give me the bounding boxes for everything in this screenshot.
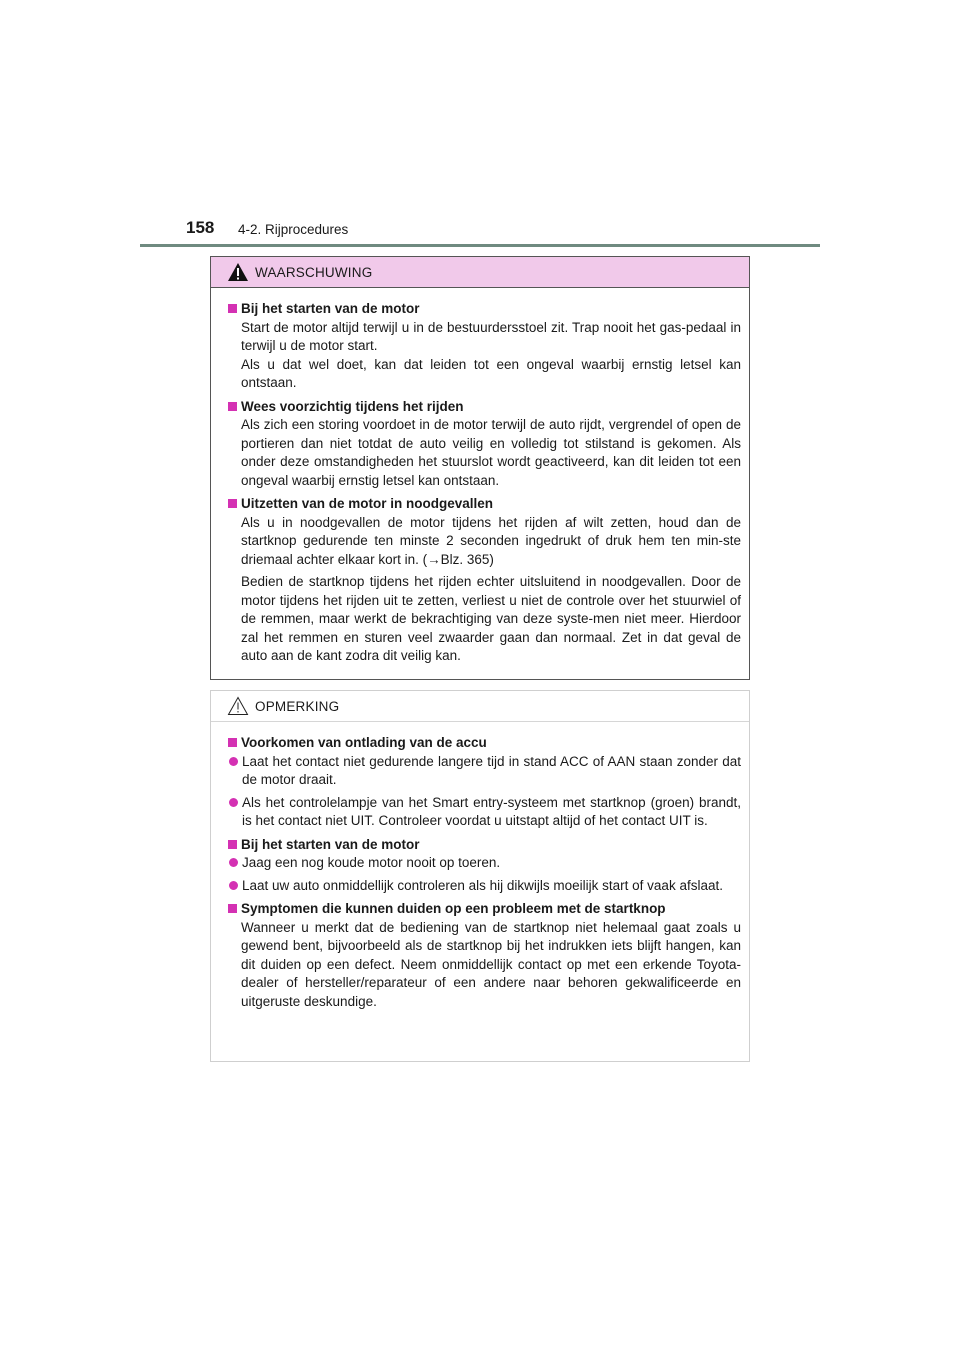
paragraph: Start de motor altijd terwijl u in de bestuurdersstoel zit. Trap nooit het gas-pedaal in terwijl u de motor start. bbox=[241, 319, 741, 353]
warning-item bbox=[228, 495, 741, 666]
round-bullet-icon bbox=[229, 757, 238, 766]
note-item bbox=[228, 734, 741, 831]
paragraph: Als zich een storing voordoet in de motor terwijl de auto rijdt, vergrendel of open de portieren dan niet totdat de auto veilig en volledig tot stilstand is gekomen. Als onder deze omstandigheden het stuurslot wordt geactiveerd, kan dit leiden tot een ongeval waarbij ernstig letsel kan ontstaan. bbox=[241, 417, 741, 488]
page-header bbox=[186, 216, 820, 244]
note-box bbox=[210, 690, 750, 1062]
warning-triangle-outline-icon bbox=[227, 696, 249, 716]
square-bullet-icon bbox=[228, 738, 237, 747]
paragraph: Wanneer u merkt dat de bediening van de startknop niet helemaal gaat zoals u gewend bent, bijvoorbeeld als de startknop bij het indrukken iets blijft hangen, kan dit duiden op een defect. Neem onmiddellijk contact op met een erkende Toyota-dealer of hersteller/reparateur of een andere naar behoren gekwalificeerde en uitgeruste deskundige. bbox=[241, 919, 741, 1009]
header-rule bbox=[140, 244, 820, 247]
note-item-heading: Symptomen die kunnen duiden op een probleem met de startknop bbox=[228, 900, 741, 919]
note-title: OPMERKING bbox=[255, 699, 340, 714]
note-body bbox=[211, 722, 749, 1011]
round-bullet-icon bbox=[229, 798, 238, 807]
square-bullet-icon bbox=[228, 499, 237, 508]
warning-triangle-filled-icon bbox=[227, 262, 249, 282]
square-bullet-icon bbox=[228, 904, 237, 913]
warning-item bbox=[228, 300, 741, 393]
round-bullet-icon bbox=[229, 858, 238, 867]
warning-body bbox=[211, 288, 749, 666]
warning-item bbox=[228, 398, 741, 491]
paragraph: Als u dat wel doet, kan dat leiden tot een ongeval waarbij ernstig letsel kan ontstaan. bbox=[241, 356, 741, 390]
list-item: Laat het contact niet gedurende langere tijd in stand ACC of AAN staan zonder dat de motor draait. bbox=[228, 753, 741, 790]
square-bullet-icon bbox=[228, 304, 237, 313]
warning-item-heading: Bij het starten van de motor bbox=[228, 300, 741, 319]
list-item: Jaag een nog koude motor nooit op toeren. bbox=[228, 854, 741, 873]
warning-header bbox=[211, 257, 749, 288]
list-item: Als het controlelampje van het Smart entry-systeem met startknop (groen) brandt, is het contact niet UIT. Controleer voordat u uitstapt altijd of het contact UIT is. bbox=[228, 794, 741, 831]
paragraph: Als u in noodgevallen de motor tijdens het rijden af wilt zetten, houd dan de startknop gedurende ten minste 2 seconden ingedrukt of druk hem ten min-ste driemaal achter elkaar kort in. (→Blz. 365) bbox=[241, 514, 741, 567]
square-bullet-icon bbox=[228, 402, 237, 411]
list-item: Laat uw auto onmiddellijk controleren als hij dikwijls moeilijk start of vaak afslaat. bbox=[228, 877, 741, 896]
note-item-heading: Voorkomen van ontlading van de accu bbox=[228, 734, 741, 753]
round-bullet-icon bbox=[229, 881, 238, 890]
section-title: 4-2. Rijprocedures bbox=[238, 222, 349, 237]
note-item bbox=[228, 900, 741, 1011]
note-item bbox=[228, 836, 741, 896]
warning-item-heading: Uitzetten van de motor in noodgevallen bbox=[228, 495, 741, 514]
paragraph: Bedien de startknop tijdens het rijden echter uitsluitend in noodgevallen. Door de motor tijdens het rijden uit te zetten, verliest u niet de controle over het stuurwiel of de remmen, maar werkt de bekrachtiging van deze syste-men niet meer. Hierdoor zal het remmen en sturen veel zwaarder gaan dan normaal. Zet in dat geval de auto aan de kant zodra dit veilig kan. bbox=[241, 574, 741, 663]
warning-box bbox=[210, 256, 750, 680]
note-item-heading: Bij het starten van de motor bbox=[228, 836, 741, 855]
page-number: 158 bbox=[186, 218, 215, 237]
note-header bbox=[211, 691, 749, 722]
square-bullet-icon bbox=[228, 840, 237, 849]
warning-title: WAARSCHUWING bbox=[255, 265, 373, 280]
warning-item-heading: Wees voorzichtig tijdens het rijden bbox=[228, 398, 741, 417]
